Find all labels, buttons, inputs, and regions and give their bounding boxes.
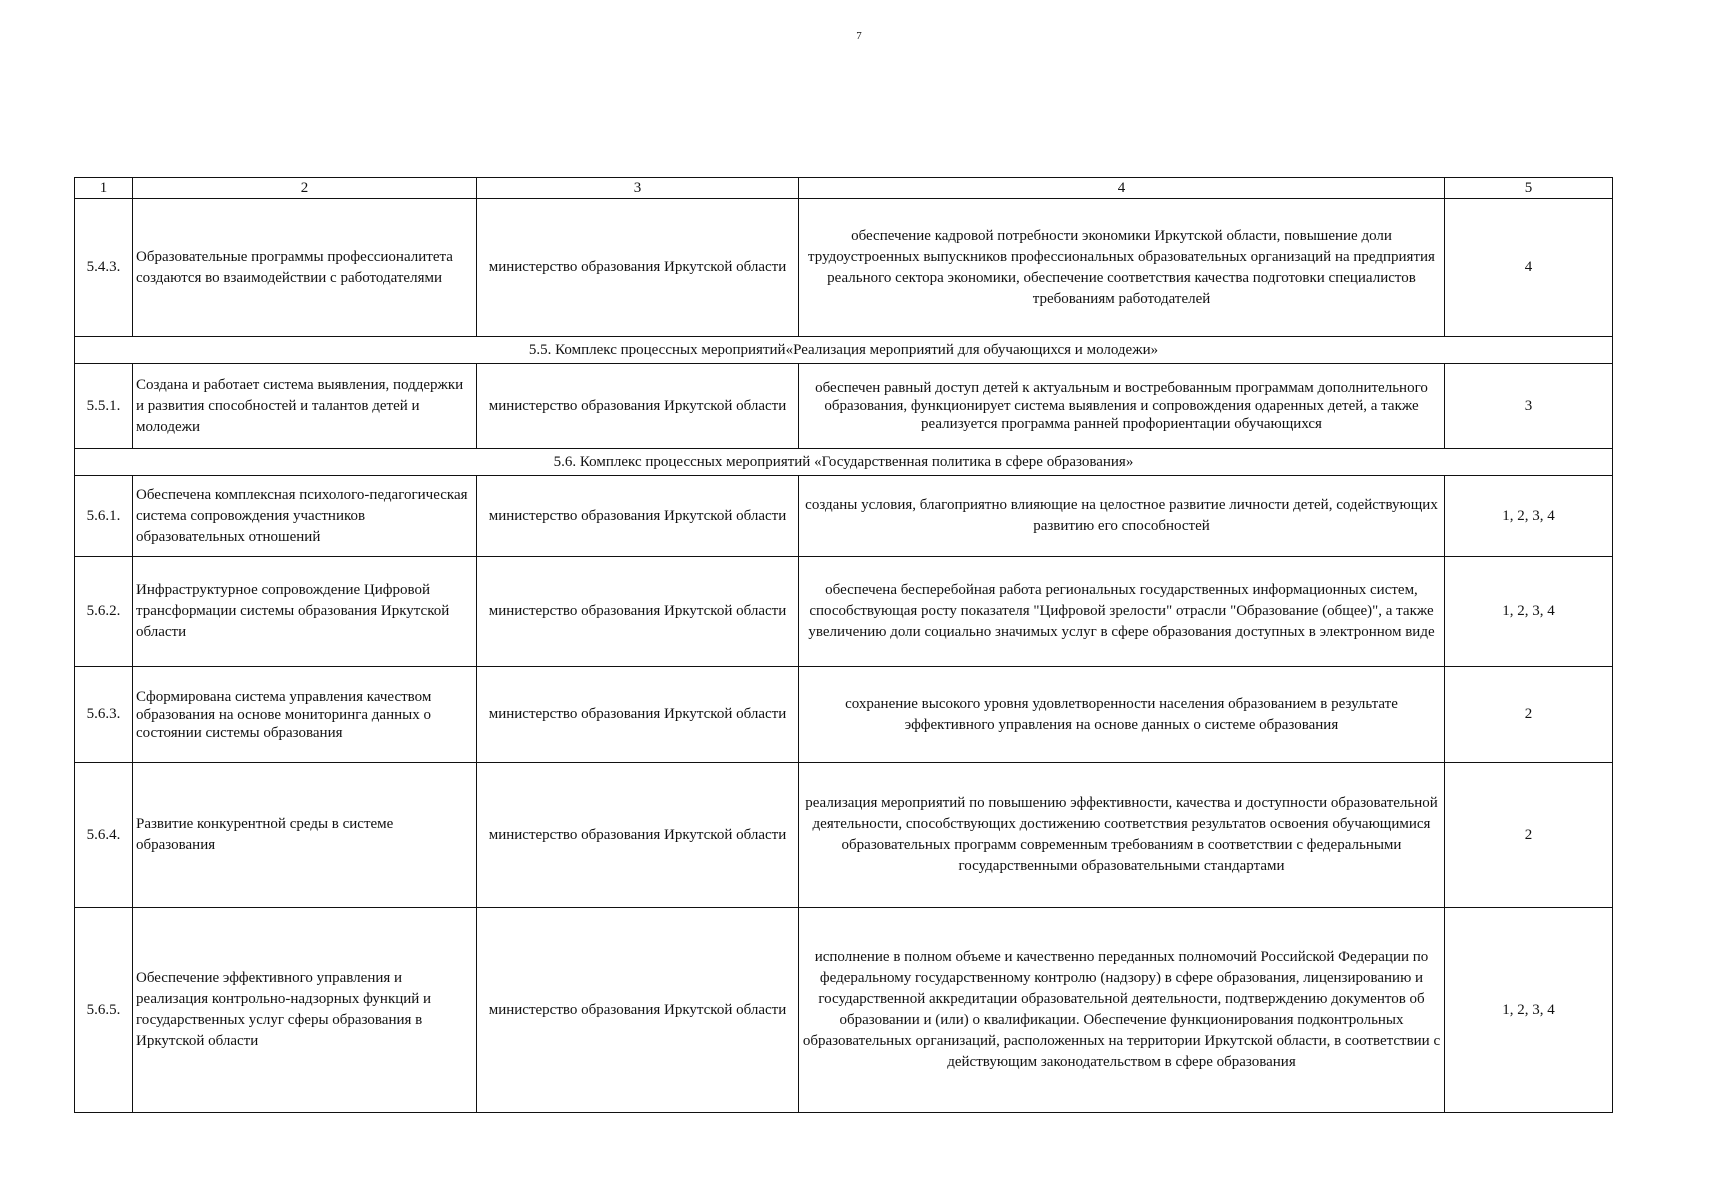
item-responsible: министерство образования Иркутской области: [477, 364, 799, 449]
measures-table: [74, 177, 1613, 1113]
item-targets: 4: [1445, 199, 1613, 337]
item-result: реализация мероприятий по повышению эффективности, качества и доступности образовательной деятельности, способствующих достижению соответствия результатов освоения обучающимися образовательных программ современным требованиям в соответствии с федеральными государственными образовательными стандартами: [799, 763, 1445, 908]
item-responsible: министерство образования Иркутской области: [477, 557, 799, 667]
section-row: [75, 449, 1613, 476]
table-header-row: [75, 178, 1613, 199]
column-header-3: 3: [477, 178, 799, 199]
column-header-1: 1: [75, 178, 133, 199]
item-responsible: министерство образования Иркутской области: [477, 667, 799, 763]
item-result: обеспечение кадровой потребности экономики Иркутской области, повышение доли трудоустроенных выпускников профессиональных образовательных организаций на предприятия реального сектора экономики, обеспечение соответствия качества подготовки специалистов требованиям работодателей: [799, 199, 1445, 337]
item-number: 5.6.2.: [75, 557, 133, 667]
section-row: [75, 337, 1613, 364]
item-responsible: министерство образования Иркутской области: [477, 763, 799, 908]
item-name: Образовательные программы профессионалитета создаются во взаимодействии с работодателями: [133, 199, 477, 337]
table-row: [75, 364, 1613, 449]
table-row: [75, 199, 1613, 337]
item-targets: 2: [1445, 763, 1613, 908]
table-row: [75, 667, 1613, 763]
item-targets: 1, 2, 3, 4: [1445, 557, 1613, 667]
item-name: Создана и работает система выявления, поддержки и развития способностей и талантов детей и молодежи: [133, 364, 477, 449]
column-header-5: 5: [1445, 178, 1613, 199]
item-number: 5.6.3.: [75, 667, 133, 763]
item-responsible: министерство образования Иркутской области: [477, 476, 799, 557]
item-result: созданы условия, благоприятно влияющие на целостное развитие личности детей, содействующих развитию его способностей: [799, 476, 1445, 557]
page-number: 7: [856, 30, 862, 42]
item-number: 5.4.3.: [75, 199, 133, 337]
item-name: Обеспечена комплексная психолого-педагогическая система сопровождения участников образовательных отношений: [133, 476, 477, 557]
item-number: 5.6.5.: [75, 908, 133, 1113]
item-result: обеспечена бесперебойная работа региональных государственных информационных систем, способствующая росту показателя "Цифровой зрелости" отрасли "Образование (общее)", а также увеличению доли социально значимых услуг в сфере образования доступных в электронном виде: [799, 557, 1445, 667]
item-targets: 1, 2, 3, 4: [1445, 476, 1613, 557]
item-result: сохранение высокого уровня удовлетворенности населения образованием в результате эффективного управления на основе данных о системе образования: [799, 667, 1445, 763]
item-number: 5.6.4.: [75, 763, 133, 908]
item-number: 5.5.1.: [75, 364, 133, 449]
table-row: [75, 763, 1613, 908]
section-title: 5.6. Комплекс процессных мероприятий «Государственная политика в сфере образования»: [75, 449, 1613, 476]
item-result: обеспечен равный доступ детей к актуальным и востребованным программам дополнительного образования, функционирует система выявления и сопровождения одаренных детей, а также реализуется программа ранней профориентации обучающихся: [799, 364, 1445, 449]
column-header-4: 4: [799, 178, 1445, 199]
table-row: [75, 908, 1613, 1113]
table-row: [75, 476, 1613, 557]
item-name: Обеспечение эффективного управления и реализация контрольно-надзорных функций и государственных услуг сферы образования в Иркутской области: [133, 908, 477, 1113]
item-number: 5.6.1.: [75, 476, 133, 557]
item-result: исполнение в полном объеме и качественно переданных полномочий Российской Федерации по федеральному государственному контролю (надзору) в сфере образования, лицензированию и государственной аккредитации образовательной деятельности, подтверждению документов об образовании и (или) о квалификации. Обеспечение функционирования подконтрольных образовательных организаций, расположенных на территории Иркутской области, в соответствии с действующим законодательством в сфере образования: [799, 908, 1445, 1113]
table-row: [75, 557, 1613, 667]
item-targets: 1, 2, 3, 4: [1445, 908, 1613, 1113]
item-name: Инфраструктурное сопровождение Цифровой трансформации системы образования Иркутской области: [133, 557, 477, 667]
column-header-2: 2: [133, 178, 477, 199]
item-responsible: министерство образования Иркутской области: [477, 199, 799, 337]
section-title: 5.5. Комплекс процессных мероприятий«Реализация мероприятий для обучающихся и молодежи»: [75, 337, 1613, 364]
item-targets: 3: [1445, 364, 1613, 449]
item-targets: 2: [1445, 667, 1613, 763]
item-name: Сформирована система управления качеством образования на основе мониторинга данных о состоянии системы образования: [133, 667, 477, 763]
item-responsible: министерство образования Иркутской области: [477, 908, 799, 1113]
item-name: Развитие конкурентной среды в системе образования: [133, 763, 477, 908]
